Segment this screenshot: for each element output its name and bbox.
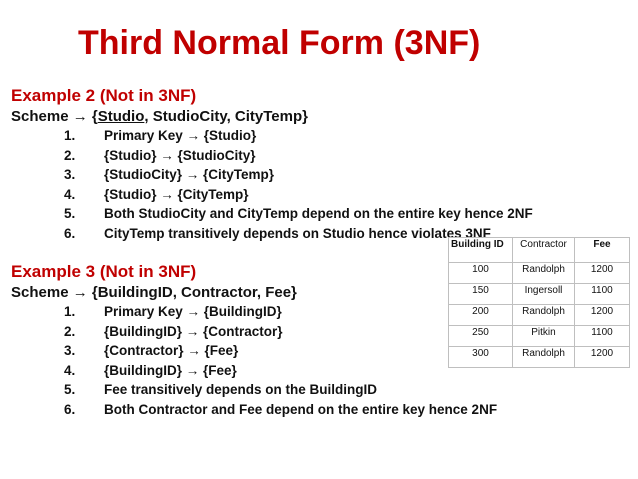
item-number: 5. xyxy=(64,206,76,221)
item-text: {Contractor} → {Fee} xyxy=(104,343,239,358)
item-number: 3. xyxy=(64,343,76,358)
scheme-open-brace: { xyxy=(87,108,98,125)
item-number: 6. xyxy=(64,225,76,241)
cell-building-id: 150 xyxy=(449,284,513,305)
item-text: CityTemp transitively depends on Studio hence violates 3NF xyxy=(104,225,491,241)
example-2-heading: Example 2 (Not in 3NF) xyxy=(11,86,197,105)
item-number: 4. xyxy=(64,362,76,378)
example-3-heading: Example 3 (Not in 3NF) xyxy=(11,262,197,281)
item-text: Primary Key → {Studio} xyxy=(104,128,257,143)
arrow-right-icon: → xyxy=(72,108,88,125)
table-row xyxy=(449,305,630,326)
cell-building-id: 300 xyxy=(449,347,513,368)
item-text: Primary Key → {BuildingID} xyxy=(104,304,282,319)
header-contractor: Contractor xyxy=(513,238,575,263)
scheme-label: Scheme xyxy=(11,284,73,301)
cell-fee: 1100 xyxy=(575,326,630,347)
cell-fee: 1200 xyxy=(575,263,630,284)
cell-fee: 1200 xyxy=(575,347,630,368)
scheme-key-studio: Studio xyxy=(97,108,145,125)
item-number: 5. xyxy=(64,382,76,397)
table-row xyxy=(449,284,630,305)
scheme-label: Scheme xyxy=(11,108,73,125)
cell-fee: 1200 xyxy=(575,305,630,326)
item-text: {Studio} → {StudioCity} xyxy=(104,147,256,163)
item-text: {BuildingID} → {Fee} xyxy=(104,362,237,378)
item-text: {Studio} → {CityTemp} xyxy=(104,186,249,202)
item-number: 2. xyxy=(64,147,76,163)
item-number: 3. xyxy=(64,167,76,182)
example-2-scheme xyxy=(11,108,308,125)
item-number: 1. xyxy=(64,128,76,143)
item-text: Both Contractor and Fee depend on the entire key hence 2NF xyxy=(104,401,498,417)
building-table xyxy=(448,237,630,368)
table-row xyxy=(449,326,630,347)
table-row xyxy=(449,263,630,284)
item-number: 6. xyxy=(64,401,76,417)
item-number: 4. xyxy=(64,186,76,202)
cell-building-id: 100 xyxy=(449,263,513,284)
item-text: {BuildingID} → {Contractor} xyxy=(104,323,283,339)
table-header-row xyxy=(449,238,630,263)
scheme-attributes: , StudioCity, CityTemp} xyxy=(144,108,308,125)
header-building-id: Building ID xyxy=(449,238,513,263)
item-text: {StudioCity} → {CityTemp} xyxy=(104,167,275,182)
cell-contractor: Pitkin xyxy=(513,326,575,347)
cell-contractor: Randolph xyxy=(513,347,575,368)
item-number: 1. xyxy=(64,304,76,319)
item-text: Both StudioCity and CityTemp depend on the entire key hence 2NF xyxy=(104,206,533,221)
cell-contractor: Ingersoll xyxy=(513,284,575,305)
example-3-scheme xyxy=(11,284,297,301)
cell-contractor: Randolph xyxy=(513,263,575,284)
item-number: 2. xyxy=(64,323,76,339)
cell-fee: 1100 xyxy=(575,284,630,305)
scheme-attributes: {BuildingID, Contractor, Fee} xyxy=(87,284,297,301)
slide-title: Third Normal Form (3NF) xyxy=(78,24,481,62)
header-fee: Fee xyxy=(575,238,630,263)
arrow-right-icon: → xyxy=(72,284,88,301)
cell-building-id: 200 xyxy=(449,305,513,326)
cell-building-id: 250 xyxy=(449,326,513,347)
cell-contractor: Randolph xyxy=(513,305,575,326)
item-text: Fee transitively depends on the BuildingID xyxy=(104,382,378,397)
table-row xyxy=(449,347,630,368)
